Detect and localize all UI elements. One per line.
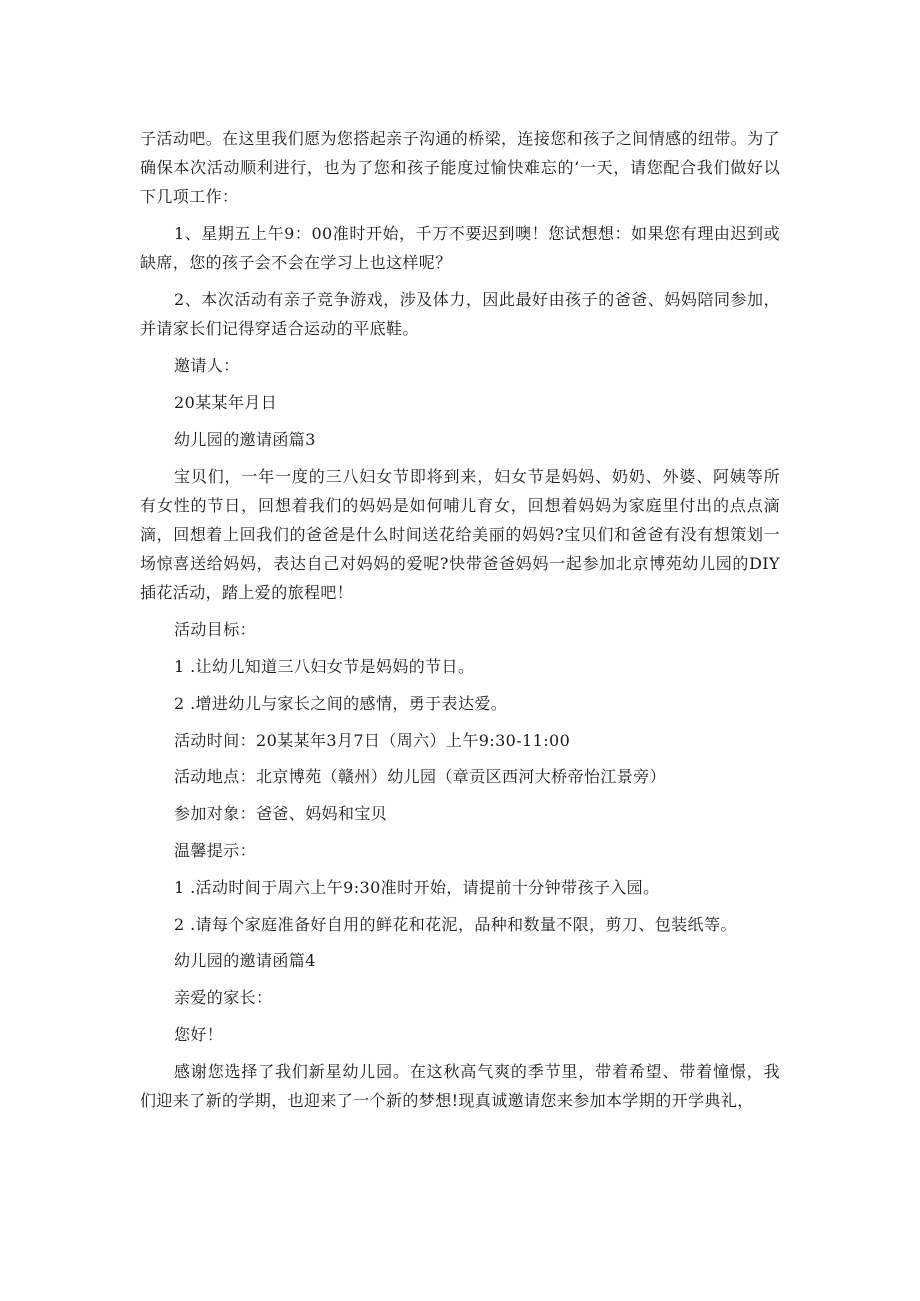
goal-item-1: 1 .让幼儿知道三八妇女节是妈妈的节日。 bbox=[174, 657, 475, 676]
paragraph-section-4: 感谢您选择了我们新星幼儿园。在这秋高气爽的季节里，带着希望、带着憧憬，我们迎来了新的学期，也迎来了一个新的梦想!现真诚邀请您来参加本学期的开学典礼， bbox=[140, 1061, 780, 1110]
salutation: 亲爱的家长： bbox=[174, 988, 273, 1008]
activity-location: 活动地点：北京博苑（赣州）幼儿园（章贡区西河大桥帝怡江景旁） bbox=[174, 767, 667, 787]
section-heading-4: 幼儿园的邀请函篇4 bbox=[174, 951, 316, 971]
activity-time: 活动时间：20某某年3月7日（周六）上午9:30-11:00 bbox=[174, 730, 571, 750]
document-body bbox=[140, 124, 780, 1115]
paragraph-intro: 子活动吧。在这里我们愿为您搭起亲子沟通的桥梁，连接您和孩子之间情感的纽带。为了确保本次活动顺利进行，也为了您和孩子能度过愉快难忘的‘一天，请您配合我们做好以下几项工作： bbox=[140, 129, 780, 207]
paragraph-section-3: 宝贝们，一年一度的三八妇女节即将到来，妇女节是妈妈、奶奶、外婆、阿姨等所有女性的节日，回想着我们的妈妈是如何哺儿育女，回想着妈妈为家庭里付出的点点滴滴，回想着上回我们的爸爸是什么时间送花给美丽的妈妈?宝贝们和爸爸有没有想策划一场惊喜送给妈妈，表达自己对妈妈的爱呢?快带爸爸妈妈一起参加北京博苑幼儿园的DIY插花活动，踏上爱的旅程吧！ bbox=[140, 466, 780, 603]
section-heading-3: 幼儿园的邀请函篇3 bbox=[174, 429, 316, 449]
tips-label: 温馨提示： bbox=[174, 840, 257, 860]
date-line: 20某某年月日 bbox=[174, 393, 278, 412]
participants: 参加对象：爸爸、妈妈和宝贝 bbox=[174, 804, 388, 824]
goal-item-2: 2 .增进幼儿与家长之间的感情，勇于表达爱。 bbox=[174, 693, 508, 713]
paragraph-item-2: 2、本次活动有亲子竞争游戏，涉及体力，因此最好由孩子的爸爸、妈妈陪同参加，并请家长们记得穿适合运动的平底鞋。 bbox=[140, 290, 780, 339]
paragraph-item-1: 1、星期五上午9：00准时开始，千万不要迟到噢！您试想想：如果您有理由迟到或缺席，您的孩子会不会在学习上也这样呢？ bbox=[140, 224, 780, 273]
tip-item-1: 1 .活动时间于周六上午9:30准时开始，请提前十分钟带孩子入园。 bbox=[174, 877, 660, 897]
greeting: 您好！ bbox=[174, 1024, 224, 1044]
tip-item-2: 2 .请每个家庭准备好自用的鲜花和花泥，品种和数量不限，剪刀、包装纸等。 bbox=[174, 914, 737, 934]
inviter-label: 邀请人： bbox=[174, 356, 240, 376]
activity-goals-label: 活动目标： bbox=[174, 620, 257, 640]
